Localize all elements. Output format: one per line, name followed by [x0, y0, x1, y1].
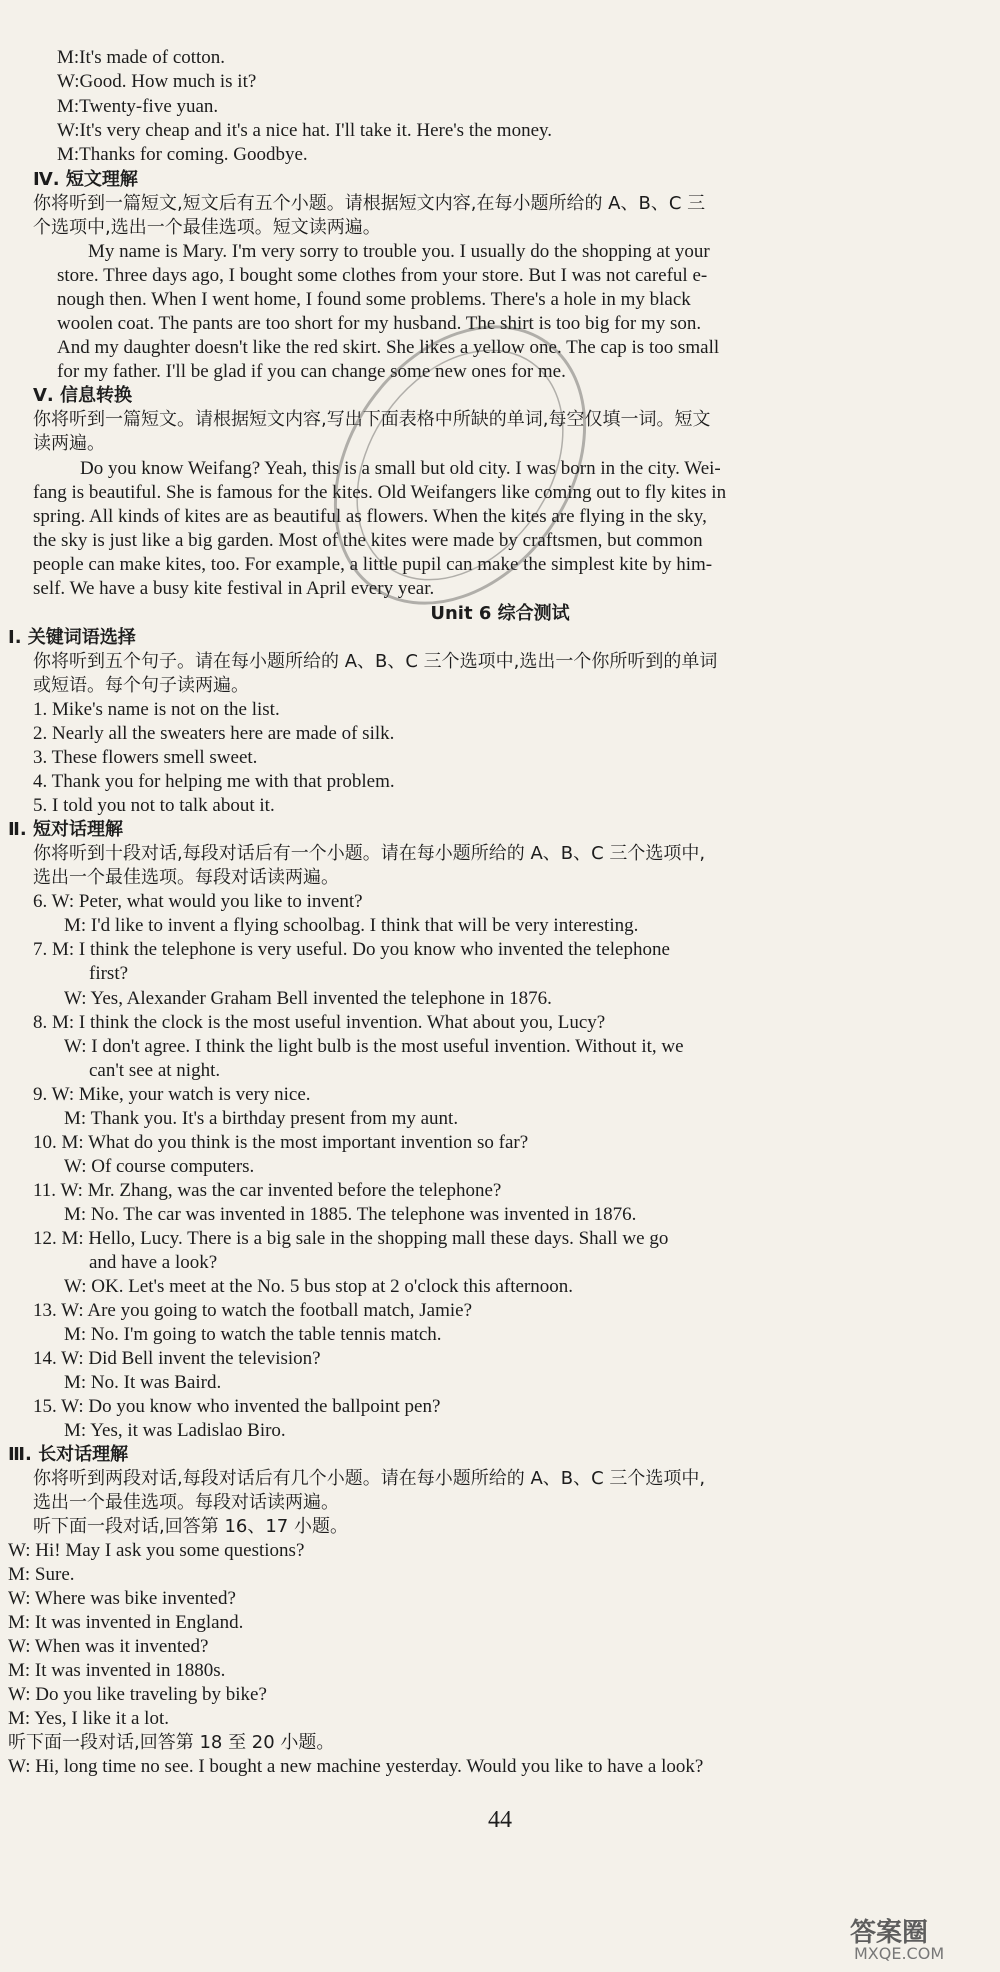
- dialogue-line: 11. W: Mr. Zhang, was the car invented before the telephone?: [33, 1180, 502, 1201]
- section-heading: Ⅲ. 长对话理解: [8, 1444, 129, 1465]
- dialogue-line: M: I'd like to invent a flying schoolbag. I think that will be very interesting.: [64, 915, 639, 936]
- passage-line: store. Three days ago, I bought some clothes from your store. But I was not careful e-: [57, 265, 708, 286]
- dialogue-line: 15. W: Do you know who invented the ballpoint pen?: [33, 1396, 441, 1417]
- dialogue-line: 9. W: Mike, your watch is very nice.: [33, 1084, 311, 1105]
- instruction-text: 你将听到十段对话,每段对话后有一个小题。请在每小题所给的 A、B、C 三个选项中,: [33, 843, 706, 864]
- instruction-text: 选出一个最佳选项。每段对话读两遍。: [33, 1492, 339, 1513]
- dialogue-line: M:Twenty-five yuan.: [57, 96, 219, 117]
- dialogue-line: 6. W: Peter, what would you like to invent?: [33, 891, 363, 912]
- dialogue-line: W: Where was bike invented?: [8, 1588, 236, 1609]
- dialogue-line: W: Do you like traveling by bike?: [8, 1684, 267, 1705]
- instruction-text: 你将听到一篇短文,短文后有五个小题。请根据短文内容,在每小题所给的 A、B、C 三: [33, 193, 706, 214]
- question-line: 3. These flowers smell sweet.: [33, 747, 258, 768]
- passage-line: self. We have a busy kite festival in April every year.: [33, 578, 435, 599]
- question-line: 4. Thank you for helping me with that problem.: [33, 771, 395, 792]
- dialogue-line: W: Yes, Alexander Graham Bell invented the telephone in 1876.: [64, 988, 552, 1009]
- instruction-text: 听下面一段对话,回答第 18 至 20 小题。: [8, 1732, 335, 1753]
- dialogue-line: can't see at night.: [89, 1060, 221, 1081]
- dialogue-line: 14. W: Did Bell invent the television?: [33, 1348, 321, 1369]
- dialogue-line: M: No. I'm going to watch the table tennis match.: [64, 1324, 442, 1345]
- dialogue-line: first?: [89, 963, 129, 984]
- dialogue-line: M: No. The car was invented in 1885. The telephone was invented in 1876.: [64, 1204, 637, 1225]
- section-heading: Ⅴ. 信息转换: [33, 385, 133, 406]
- passage-line: for my father. I'll be glad if you can change some new ones for me.: [57, 361, 566, 382]
- dialogue-line: M: Thank you. It's a birthday present from my aunt.: [64, 1108, 459, 1129]
- dialogue-line: M: Sure.: [8, 1564, 75, 1585]
- instruction-text: 或短语。每个句子读两遍。: [33, 675, 249, 696]
- passage-line: spring. All kinds of kites are as beautiful as flowers. When the kites are flying in the sky,: [33, 506, 707, 527]
- dialogue-line: W: Hi, long time no see. I bought a new machine yesterday. Would you like to have a look?: [8, 1756, 704, 1777]
- question-line: 5. I told you not to talk about it.: [33, 795, 275, 816]
- passage-line: woolen coat. The pants are too short for my husband. The shirt is too big for my son.: [57, 313, 702, 334]
- dialogue-line: 8. M: I think the clock is the most useful invention. What about you, Lucy?: [33, 1012, 606, 1033]
- passage-line: And my daughter doesn't like the red skirt. She likes a yellow one. The cap is too small: [57, 337, 720, 358]
- passage-line: My name is Mary. I'm very sorry to trouble you. I usually do the shopping at your: [88, 241, 710, 262]
- dialogue-line: W: Hi! May I ask you some questions?: [8, 1540, 305, 1561]
- dialogue-line: 12. M: Hello, Lucy. There is a big sale in the shopping mall these days. Shall we go: [33, 1228, 669, 1249]
- passage-line: people can make kites, too. For example, a little pupil can make the simplest kite by him-: [33, 554, 713, 575]
- dialogue-line: M: It was invented in England.: [8, 1612, 244, 1633]
- instruction-text: 你将听到两段对话,每段对话后有几个小题。请在每小题所给的 A、B、C 三个选项中,: [33, 1468, 706, 1489]
- passage-line: Do you know Weifang? Yeah, this is a small but old city. I was born in the city. Wei-: [80, 458, 721, 479]
- section-heading: Ⅳ. 短文理解: [33, 169, 138, 190]
- dialogue-line: M: No. It was Baird.: [64, 1372, 222, 1393]
- unit-title: Unit 6 综合测试: [430, 603, 570, 624]
- dialogue-line: W:Good. How much is it?: [57, 71, 257, 92]
- dialogue-line: 10. M: What do you think is the most important invention so far?: [33, 1132, 529, 1153]
- section-heading: Ⅱ. 短对话理解: [8, 819, 123, 840]
- watermark-logo: 答案圈: [850, 1918, 929, 1948]
- instruction-text: 你将听到五个句子。请在每小题所给的 A、B、C 三个选项中,选出一个你所听到的单词: [33, 651, 718, 672]
- dialogue-line: M: Yes, it was Ladislao Biro.: [64, 1420, 286, 1441]
- question-line: 1. Mike's name is not on the list.: [33, 699, 280, 720]
- dialogue-line: W: OK. Let's meet at the No. 5 bus stop at 2 o'clock this afternoon.: [64, 1276, 574, 1297]
- section-heading: Ⅰ. 关键词语选择: [8, 627, 136, 648]
- dialogue-line: W: When was it invented?: [8, 1636, 209, 1657]
- instruction-text: 听下面一段对话,回答第 16、17 小题。: [33, 1516, 348, 1537]
- dialogue-line: W: Of course computers.: [64, 1156, 255, 1177]
- dialogue-line: 13. W: Are you going to watch the football match, Jamie?: [33, 1300, 473, 1321]
- dialogue-line: and have a look?: [89, 1252, 218, 1273]
- dialogue-line: 7. M: I think the telephone is very useful. Do you know who invented the telephone: [33, 939, 670, 960]
- dialogue-line: M: Yes, I like it a lot.: [8, 1708, 169, 1729]
- instruction-text: 选出一个最佳选项。每段对话读两遍。: [33, 867, 339, 888]
- dialogue-line: M: It was invented in 1880s.: [8, 1660, 226, 1681]
- page-number: 44: [488, 1807, 512, 1833]
- watermark-url: MXQE.COM: [854, 1944, 945, 1963]
- site-watermark: [840, 1904, 990, 1964]
- instruction-text: 个选项中,选出一个最佳选项。短文读两遍。: [33, 217, 381, 238]
- question-line: 2. Nearly all the sweaters here are made of silk.: [33, 723, 395, 744]
- passage-line: the sky is just like a big garden. Most of the kites were made by craftsmen, but common: [33, 530, 703, 551]
- instruction-text: 你将听到一篇短文。请根据短文内容,写出下面表格中所缺的单词,每空仅填一词。短文: [33, 409, 711, 430]
- passage-line: fang is beautiful. She is famous for the kites. Old Weifangers like coming out to fly kites in: [33, 482, 727, 503]
- dialogue-line: M:Thanks for coming. Goodbye.: [57, 144, 308, 165]
- dialogue-line: W: I don't agree. I think the light bulb is the most useful invention. Without it, we: [64, 1036, 684, 1057]
- instruction-text: 读两遍。: [33, 433, 105, 454]
- dialogue-line: M:It's made of cotton.: [57, 47, 226, 68]
- passage-line: nough then. When I went home, I found some problems. There's a hole in my black: [57, 289, 691, 310]
- dialogue-line: W:It's very cheap and it's a nice hat. I'll take it. Here's the money.: [57, 120, 553, 141]
